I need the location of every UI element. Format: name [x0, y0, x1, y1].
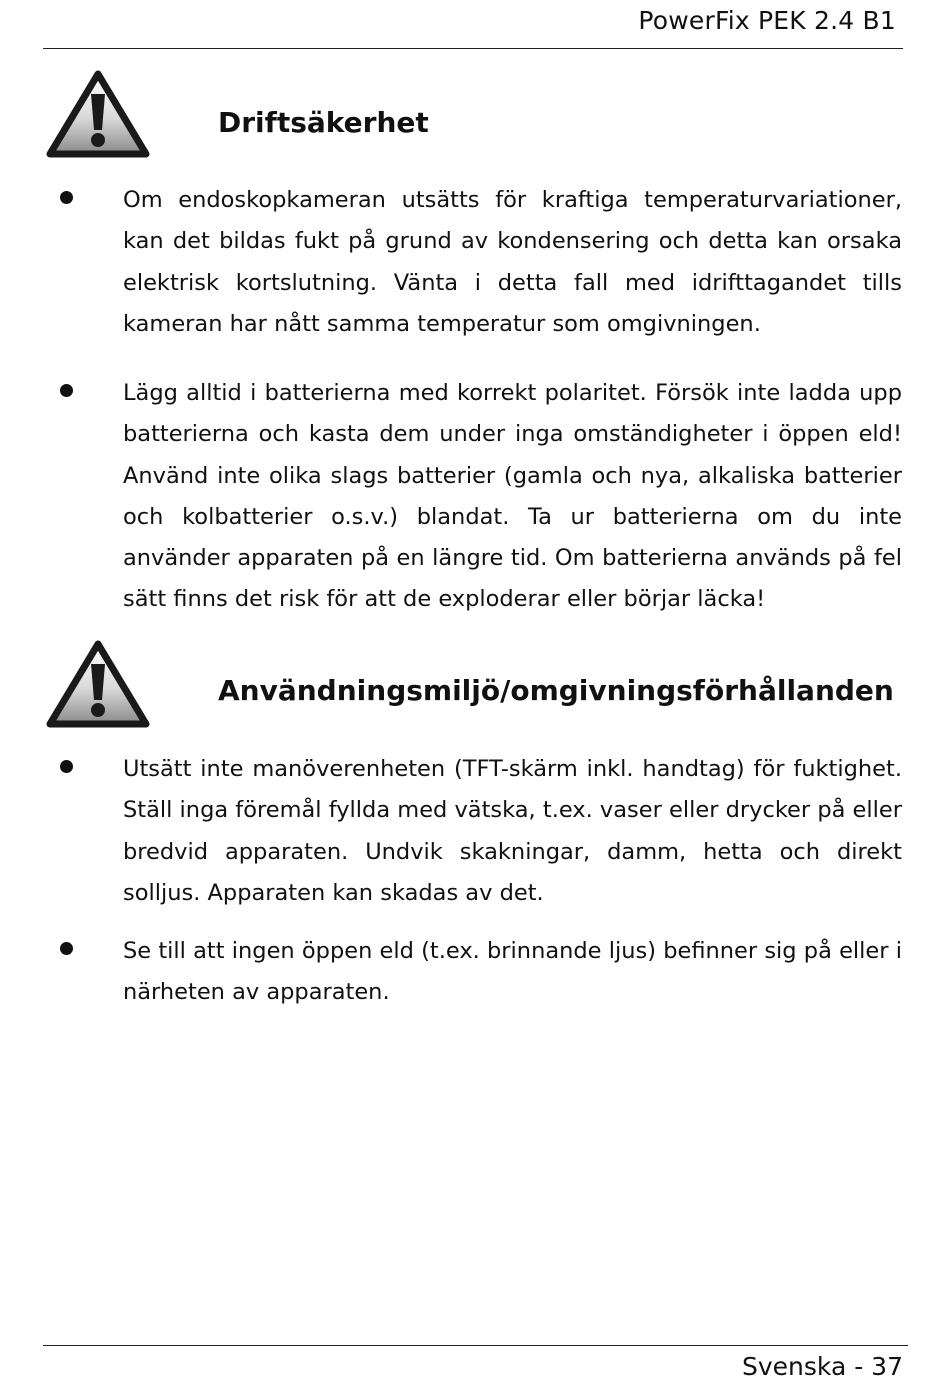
bullet-icon [60, 760, 73, 773]
warning-triangle-icon [46, 640, 150, 730]
bullet-icon [60, 384, 73, 397]
section-title: Driftsäkerhet [218, 106, 429, 139]
list-item [60, 931, 902, 1014]
bullet-icon [60, 942, 73, 955]
page-number: Svenska - 37 [742, 1352, 903, 1381]
section-title: Användningsmiljö/omgivningsförhållanden [218, 674, 894, 707]
section-driftsakerhet-header [46, 70, 906, 160]
list-item-text: Om endoskopkameran utsätts för kraftiga temperaturvariationer, kan det bildas fukt på grund av kondensering och detta kan orsaka elektrisk kortslutning. Vänta i detta fall med idrifttagandet tills kameran har nått samma temperatur som omgivningen. [123, 187, 902, 337]
list-item [60, 373, 902, 621]
footer-rule [43, 1345, 908, 1346]
bullet-icon [60, 191, 73, 204]
section-anvandningsmiljo-header [46, 640, 906, 730]
list-item [60, 749, 902, 914]
warning-triangle-icon [46, 70, 150, 160]
list-item-text: Se till att ingen öppen eld (t.ex. brinnande ljus) befinner sig på eller i närheten av apparaten. [123, 938, 902, 1006]
document-header-title: PowerFix PEK 2.4 B1 [638, 6, 896, 35]
list-item-text: Utsätt inte manöverenheten (TFT-skärm inkl. handtag) för fuktighet. Ställ inga föremål fyllda med vätska, t.ex. vaser eller drycker på eller bredvid apparaten. Undvik skakningar, damm, hetta och direkt solljus. Apparaten kan skadas av det. [123, 756, 902, 906]
list-item [60, 180, 902, 345]
list-item-text: Lägg alltid i batterierna med korrekt polaritet. Försök inte ladda upp batterierna och kasta dem under inga omständigheter i öppen eld! Använd inte olika slags batterier (gamla och nya, alkaliska batterier och kolbatterier o.s.v.) blandat. Ta ur batterierna om du inte använder apparaten på en längre tid. Om batterierna används på fel sätt finns det risk för att de exploderar eller börjar läcka! [123, 380, 902, 613]
header-rule [43, 48, 903, 49]
